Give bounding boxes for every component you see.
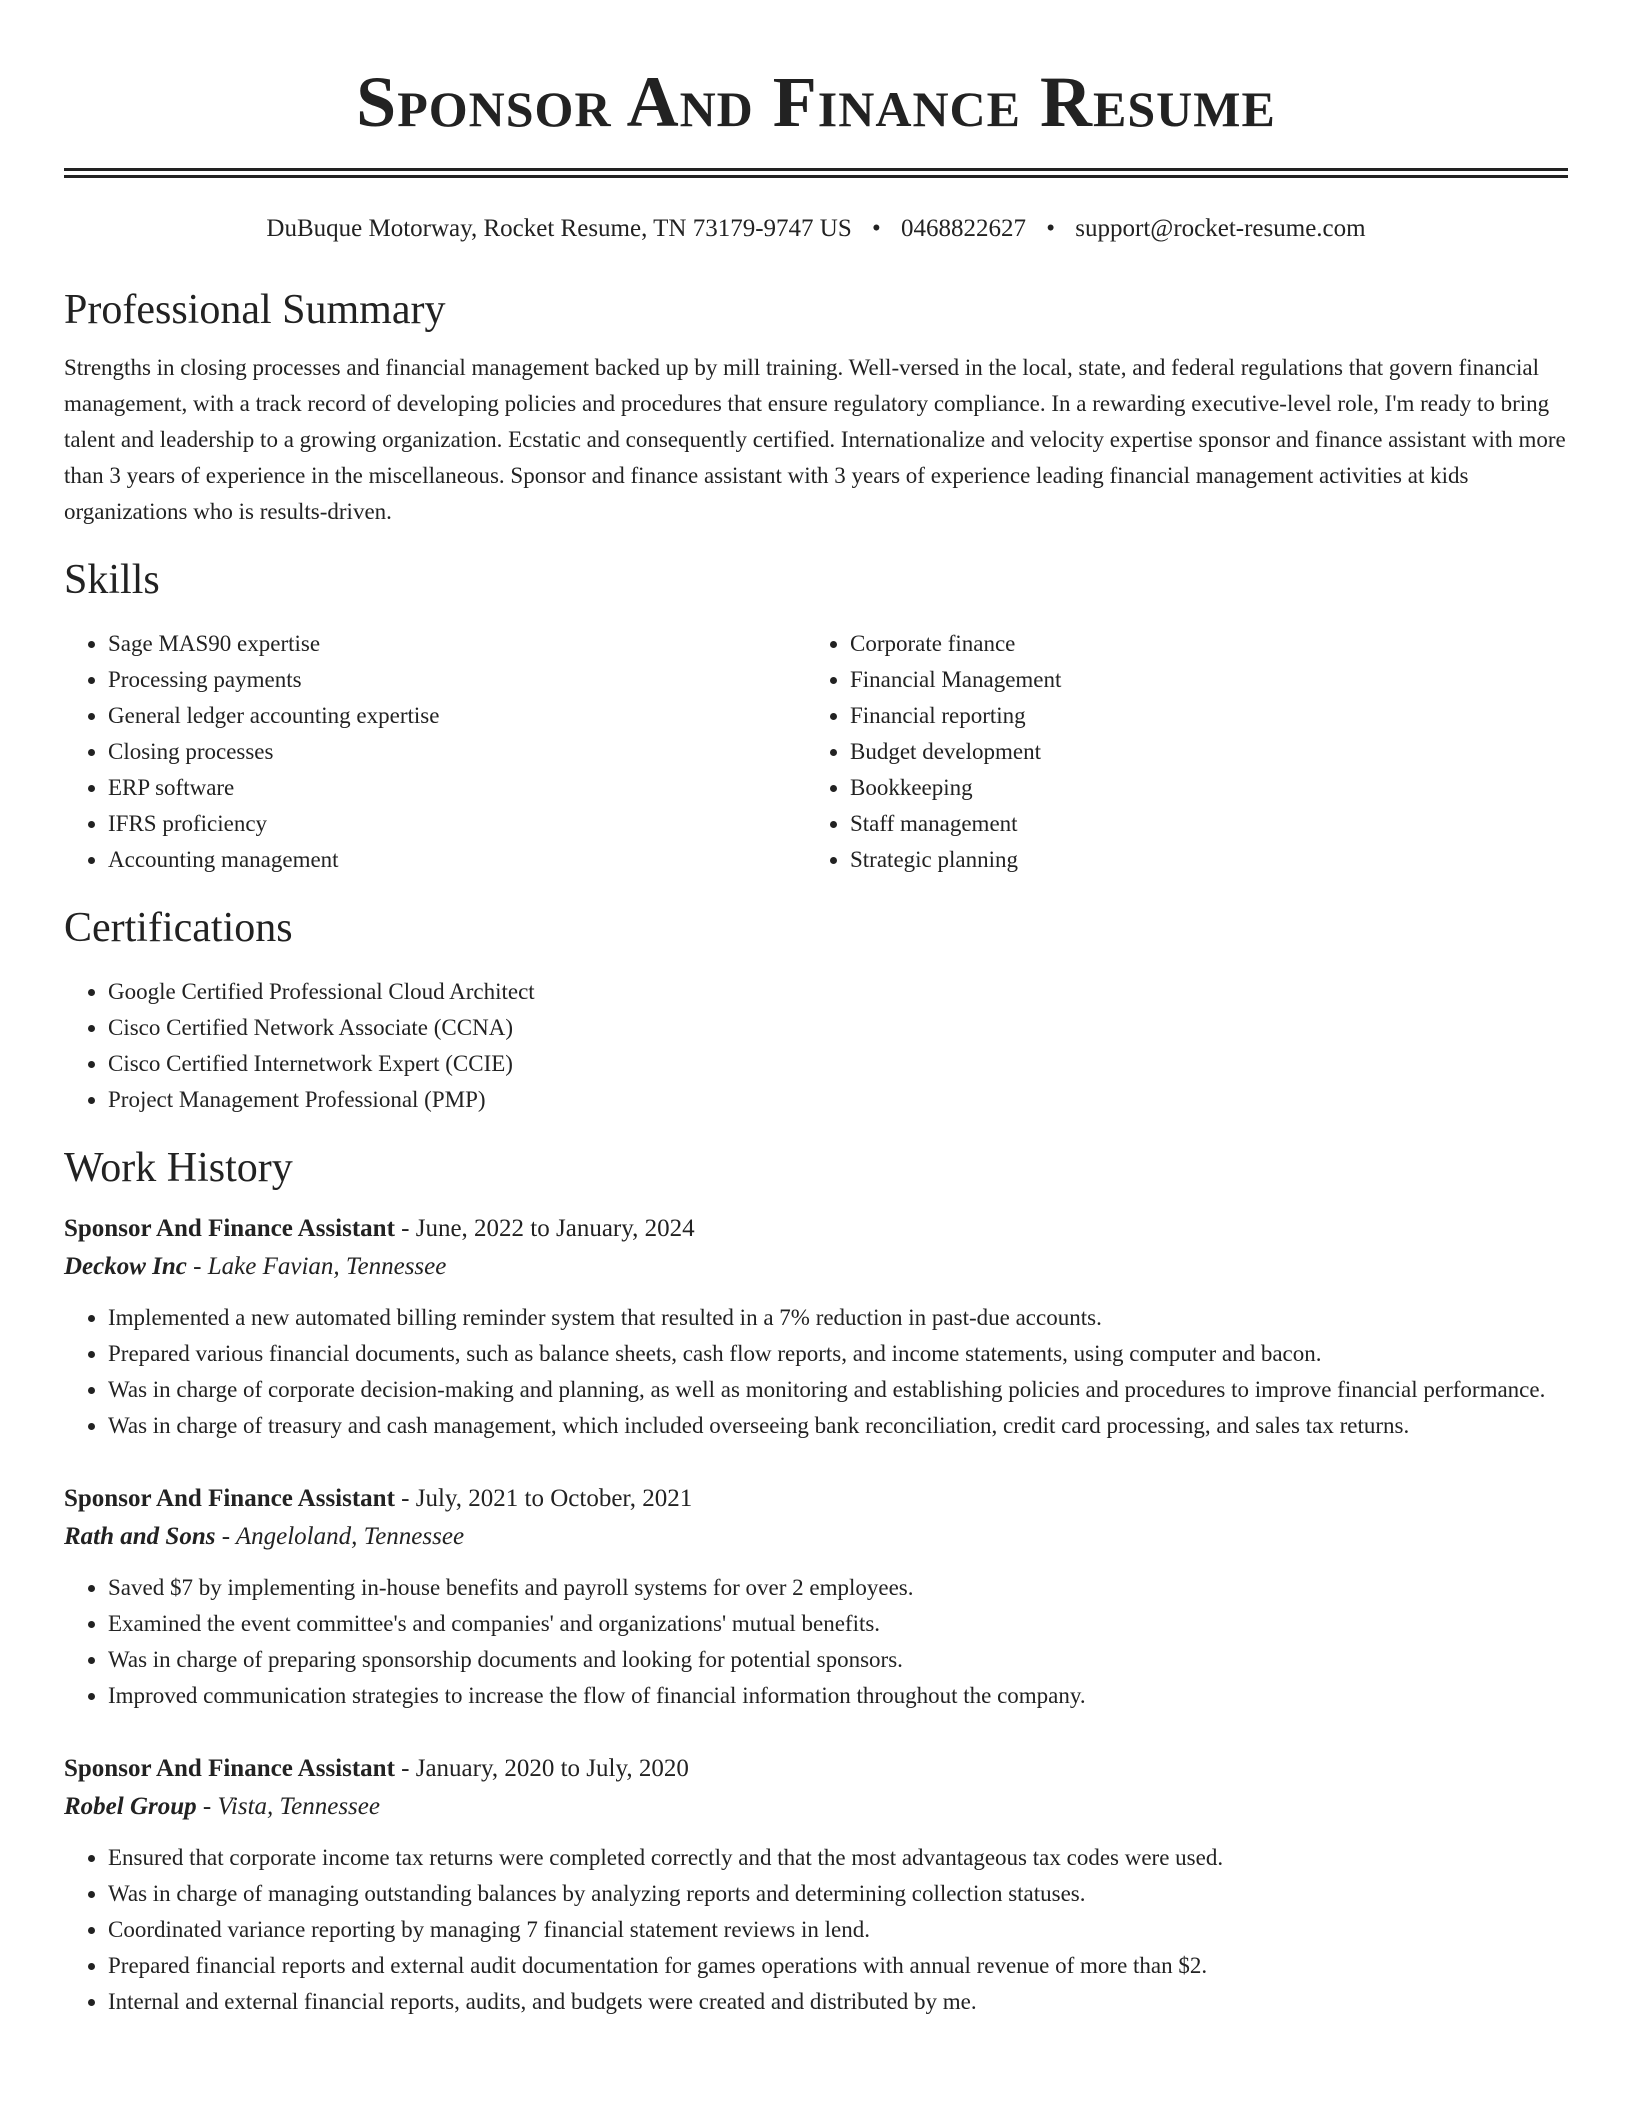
resume-title: Sponsor And Finance Resume [356,62,1276,142]
job-company-line [64,1518,1568,1556]
contact-phone: 0468822627 [901,215,1027,242]
skill-item: • Closing processes [108,734,806,770]
title-divider [64,168,1568,178]
summary-text: Strengths in closing processes and financial management backed up by mill training. Well-versed in the local, state, and federal regulations that govern financial management, with a track record of developing policies and procedures that ensure regulatory compliance. In a rewarding executive-level role, I'm ready to bring talent and leadership to a growing organization. Ecstatic and consequently certified. Internationalize and velocity expertise sponsor and finance assistant with more than 3 years of experience in the miscellaneous. Sponsor and finance assistant with 3 years of experience leading financial management activities at kids organizations who is results-driven. [64,355,1566,524]
job-title-line [64,1480,1568,1518]
job-bullet: • Internal and external financial reports, audits, and budgets were created and distributed by me. [108,1984,1568,2020]
job-company: Robel Group [64,1793,197,1820]
work-history-heading: Work History [64,1145,293,1191]
skill-item: • Accounting management [108,842,806,878]
job-role: Sponsor And Finance Assistant [64,1485,395,1512]
skills-heading: Skills [64,557,160,603]
job-bullet: • Prepared various financial documents, such as balance sheets, cash flow reports, and income statements, using computer and bacon. [108,1336,1568,1372]
certifications-list [64,974,1568,1118]
skills-columns [64,626,1568,878]
job-company: Rath and Sons [64,1523,216,1550]
job-bullets [64,1570,1568,1714]
skill-item: • Strategic planning [850,842,1548,878]
contact-email: support@rocket-resume.com [1075,215,1366,242]
job-bullet: • Ensured that corporate income tax returns were completed correctly and that the most advantageous tax codes were used. [108,1840,1568,1876]
job-title-line [64,1210,1568,1248]
job-dates: - July, 2021 to October, 2021 [394,1485,693,1512]
job-entry [64,1210,1568,1444]
contact-separator: • [872,215,881,242]
skill-item: • Corporate finance [850,626,1548,662]
certification-item: • Cisco Certified Network Associate (CCNA) [108,1010,1568,1046]
skill-item: • Financial reporting [850,698,1548,734]
job-bullet: • Was in charge of preparing sponsorship documents and looking for potential sponsors. [108,1642,1568,1678]
skill-item: • IFRS proficiency [108,806,806,842]
contact-address: DuBuque Motorway, Rocket Resume, TN 73179-9747 US [266,215,852,242]
skill-item: • Processing payments [108,662,806,698]
skill-item: • Financial Management [850,662,1548,698]
job-role: Sponsor And Finance Assistant [64,1215,395,1242]
job-entry [64,1480,1568,1714]
job-company-line [64,1788,1568,1826]
certification-item: • Project Management Professional (PMP) [108,1082,1568,1118]
resume-page [64,0,1568,2020]
job-company: Deckow Inc [64,1253,187,1280]
skill-item: • Staff management [850,806,1548,842]
job-entry [64,1750,1568,2020]
job-bullet: • Prepared financial reports and external audit documentation for games operations with annual revenue of more than $2. [108,1948,1568,1984]
skill-item: • Sage MAS90 expertise [108,626,806,662]
job-dates: - January, 2020 to July, 2020 [394,1755,689,1782]
job-location: - Angeloland, Tennessee [215,1523,465,1550]
job-bullet: • Was in charge of treasury and cash management, which included overseeing bank reconciliation, credit card processing, and sales tax returns. [108,1408,1568,1444]
certification-item: • Google Certified Professional Cloud Architect [108,974,1568,1010]
job-bullet: • Improved communication strategies to increase the flow of financial information throughout the company. [108,1678,1568,1714]
job-bullet: • Was in charge of managing outstanding balances by analyzing reports and determining collection statuses. [108,1876,1568,1912]
job-bullets [64,1840,1568,2020]
job-location: - Vista, Tennessee [196,1793,380,1820]
certification-item: • Cisco Certified Internetwork Expert (CCIE) [108,1046,1568,1082]
contact-line [64,212,1568,246]
contact-separator: • [1046,215,1056,242]
summary-heading: Professional Summary [64,287,446,333]
job-company-line [64,1248,1568,1286]
skill-item: • General ledger accounting expertise [108,698,806,734]
job-location: - Lake Favian, Tennessee [186,1253,447,1280]
job-bullet: • Examined the event committee's and companies' and organizations' mutual benefits. [108,1606,1568,1642]
job-bullets [64,1300,1568,1444]
skill-item: • Bookkeeping [850,770,1548,806]
certifications-heading: Certifications [64,905,293,951]
job-role: Sponsor And Finance Assistant [64,1755,395,1782]
job-bullet: • Saved $7 by implementing in-house benefits and payroll systems for over 2 employees. [108,1570,1568,1606]
skill-item: • Budget development [850,734,1548,770]
job-title-line [64,1750,1568,1788]
skills-list-left [64,626,806,878]
job-bullet: • Implemented a new automated billing reminder system that resulted in a 7% reduction in past-due accounts. [108,1300,1568,1336]
job-bullet: • Coordinated variance reporting by managing 7 financial statement reviews in lend. [108,1912,1568,1948]
job-dates: - June, 2022 to January, 2024 [394,1215,695,1242]
job-bullet: • Was in charge of corporate decision-making and planning, as well as monitoring and establishing policies and procedures to improve financial performance. [108,1372,1568,1408]
skill-item: • ERP software [108,770,806,806]
skills-list-right [806,626,1548,878]
